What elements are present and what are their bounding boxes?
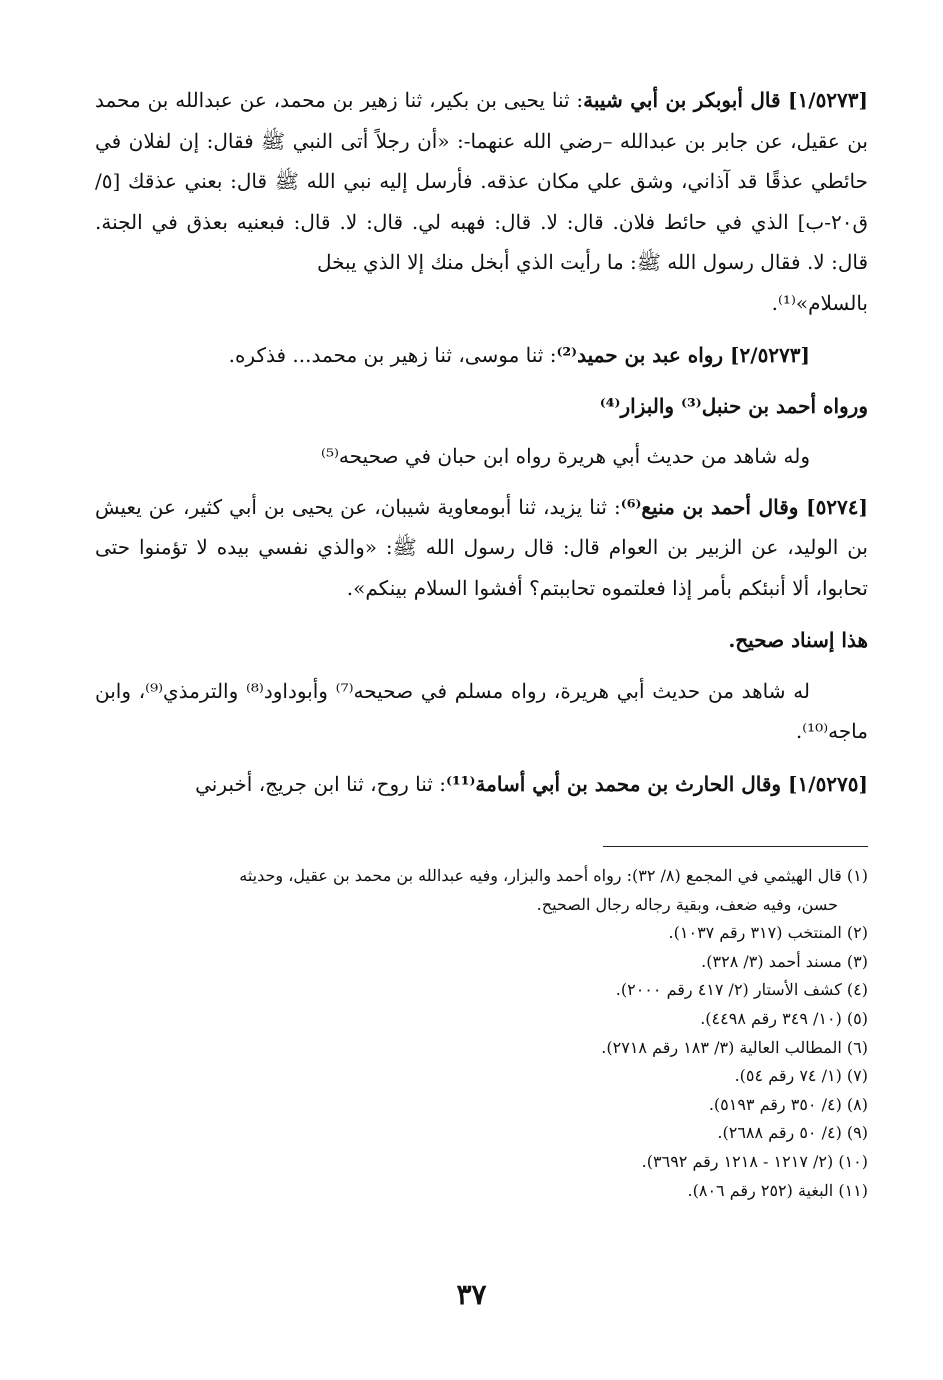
hadith-heading: [١/٥٢٧٥] وقال الحارث بن محمد بن أبي أسامة⁽¹¹⁾ [445,771,868,796]
hadith-text: : ثنا موسى، ثنا زهير بن محمد... فذكره. [228,343,557,367]
hadith-text-end: بالسلام»⁽¹⁾. [771,290,868,315]
footnote-text-cont: حسن، وفيه ضعف، وبقية رجاله رجال الصحيح. [536,894,838,914]
main-text [95,80,868,816]
witness-text: له شاهد من حديث أبي هريرة، رواه مسلم في صحيحه⁽⁷⁾ وأبوداود⁽⁸⁾ والترمذي⁽⁹⁾، وابن ماجه⁽¹⁰⁾. [95,678,868,743]
footnote-1 [95,862,868,919]
footnote-4: (٤) كشف الأستار (٢/ ٤١٧ رقم ٢٠٠٠). [615,980,868,1000]
witness-line-1 [95,436,868,477]
hadith-5275-1 [95,764,868,805]
isnad-text: هذا إسناد صحيح. [728,628,868,652]
footnote-10: (١٠) (٢/ ١٢١٧ - ١٢١٨ رقم ٣٦٩٢). [641,1151,868,1171]
hadith-text: : ثنا يحيى بن بكير، ثنا زهير بن محمد، عن عبدالله بن محمد بن عقيل، عن جابر بن عبدالله –رضي الله عنهما-: «أن رجلاً أتى النبي ﷺ فقال: إن لفلان في حائطي عذقًا قد آذاني، وشق علي مكان عذقه. فأرسل إليه نبي الله ﷺ قال: بعني عذقك [٥/ق٢٠-ب] الذي في حائط فلان. قال: لا. قال: فهبه لي. قال: لا. قال: فبعنيه بعذق في الجنة. قال: لا. فقال رسول الله ﷺ: ما رأيت الذي أبخل منك إلا الذي يبخل [95,88,868,274]
footnote-divider [603,846,868,847]
footnote-8: (٨) (٤/ ٣٥٠ رقم ٥١٩٣). [708,1094,868,1114]
hadith-heading: [٥٢٧٤] وقال أحمد بن منيع⁽⁶⁾ [620,494,868,519]
hadith-heading: [١/٥٢٧٣] قال أبوبكر بن أبي شيبة [583,88,868,112]
hadith-heading: [٢/٥٢٧٣] رواه عبد بن حميد⁽²⁾ [556,343,810,367]
footnote-2: (٢) المنتخب (٣١٧ رقم ١٠٣٧). [668,923,868,943]
narrators-text: ورواه أحمد بن حنبل⁽³⁾ والبزار⁽⁴⁾ [599,393,868,418]
footnote-5: (٥) (١٠/ ٣٤٩ رقم ٤٤٩٨). [700,1008,868,1028]
page-number: ٣٧ [456,1278,487,1311]
footnote-7: (٧) (١/ ٧٤ رقم ٥٤). [734,1066,868,1086]
footnote-9: (٩) (٤/ ٥٠ رقم ٢٦٨٨). [717,1123,868,1143]
isnad-verdict [95,620,868,661]
narrators-line [95,386,868,427]
hadith-5274 [95,487,868,609]
hadith-text: : ثنا روح، ثنا ابن جريج، أخبرني [195,771,446,796]
footnote-3: (٣) مسند أحمد (٣/ ٣٢٨). [701,951,868,971]
footnote-6: (٦) المطالب العالية (٣/ ١٨٣ رقم ٢٧١٨). [601,1037,868,1057]
witness-line-2 [95,671,868,752]
hadith-5273-1 [95,80,868,323]
footnote-11: (١١) البغية (٢٥٢ رقم ٨٠٦). [687,1180,868,1200]
hadith-5273-2 [95,335,868,376]
witness-text: وله شاهد من حديث أبي هريرة رواه ابن حبان في صحيحه⁽⁵⁾ [321,444,810,468]
hadith-text: : ثنا يزيد، ثنا أبومعاوية شيبان، عن يحيى بن أبي كثير، عن يعيش بن الوليد، عن الزبير بن العوام قال: قال رسول الله ﷺ: «والذي نفسي بيده لا تؤمنوا حتى تحابوا، ألا أنبئكم بأمر إذا فعلتموه تحاببتم؟ أفشوا السلام بينكم». [95,494,868,600]
footnotes [95,862,868,1205]
footnote-text: (١) قال الهيثمي في المجمع (٨/ ٣٢): رواه أحمد والبزار، وفيه عبدالله بن محمد بن عقيل، وحديثه [239,866,868,885]
